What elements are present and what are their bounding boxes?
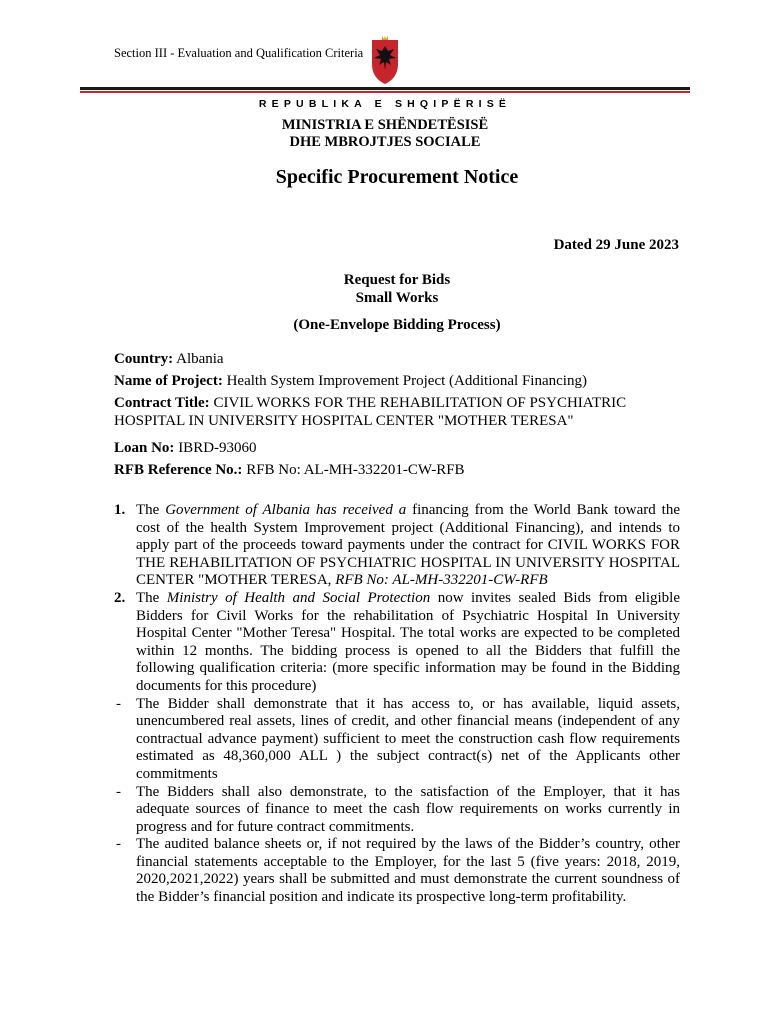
paragraph-number: 1.	[114, 502, 126, 518]
rfb-heading: Request for Bids	[343, 272, 451, 288]
rfb-reference-value: RFB No: AL-MH-332201-CW-RFB	[246, 462, 465, 478]
contract-value: CIVIL WORKS FOR THE REHABILITATION OF PSYCHIATRIC HOSPITAL IN UNIVERSITY HOSPITAL CENTER "MOTHER TERESA"	[114, 395, 627, 429]
albanian-coat-of-arms-icon	[370, 34, 400, 86]
paragraph-2	[114, 590, 680, 696]
bullet-dash: -	[116, 836, 121, 853]
contract-label: Contract Title:	[114, 395, 210, 411]
contract-field	[114, 394, 679, 430]
bullet-text: The audited balance sheets or, if not required by the laws of the Bidder’s country, other financial statements acceptable to the Employer, for the last 5 (five years: 2018, 2019, 2020,2021,2022) years shall be submitted and must demonstrate the current soundness of the Bidder’s financial position and indicate its prospective long-term profitability.	[136, 836, 680, 906]
paragraph-emphasis: RFB No: AL-MH-332201-CW-RFB	[335, 572, 548, 589]
page-title: Specific Procurement Notice	[275, 166, 519, 188]
ministry-heading	[0, 117, 770, 151]
paragraph-text: The	[136, 502, 166, 518]
paragraph-text: financing from the World Bank toward the cost of the health System Improvement project (Additional Financing), and intends to apply part of the proceeds toward payments under the contract for CIVIL WORKS FOR THE REHABILITATION OF PSYCHIATRIC HOSPITAL IN UNIVERSITY HOSPITAL CENTER "MOTHER TERESA,	[136, 502, 680, 589]
process-heading: (One-Envelope Bidding Process)	[293, 317, 501, 333]
paragraph-emphasis: Government of Albania has received a	[165, 502, 407, 518]
paragraph-number: 2.	[114, 589, 126, 606]
project-value: Health System Improvement Project (Additional Financing)	[226, 373, 587, 389]
project-label: Name of Project:	[114, 373, 223, 389]
bullet-text: The Bidder shall demonstrate that it has access to, or has available, liquid assets, unencumbered real assets, lines of credit, and other financial means (independent of any contractual advance payment) sufficient to meet the construction cash flow requirements estimated as 48,360,000 ALL ) the subject contract(s) net of the Applicants other commitments	[136, 695, 680, 782]
paragraph-text: now invites sealed Bids from eligible Bidders for Civil Works for the rehabilitation of Psychiatric Hospital In University Hospital Center "Mother Teresa" Hospital. The total works are expected to be completed within 12 months. The bidding process is opened to all the Bidders that fulfill the following qualification criteria: (more specific information may be found in the Bidding documents for this procedure)	[136, 589, 680, 694]
works-heading: Small Works	[355, 290, 439, 306]
loan-label: Loan No:	[114, 440, 175, 456]
country-field	[114, 350, 679, 368]
running-header: Section III - Evaluation and Qualification Criteria	[114, 46, 364, 60]
notice-date: Dated 29 June 2023	[553, 237, 679, 253]
paragraph-1	[114, 502, 680, 590]
rfb-reference-field	[114, 461, 679, 479]
criteria-bullet-2	[114, 784, 680, 837]
ministry-line-2: DHE MBROJTJES SOCIALE	[289, 134, 481, 150]
paragraph-emphasis: Ministry of Health and Social Protection	[166, 589, 431, 606]
criteria-bullet-3	[114, 836, 680, 906]
country-value: Albania	[176, 351, 224, 367]
republic-heading: REPUBLIKA E SHQIPËRISË	[258, 98, 512, 110]
ministry-line-1: MINISTRIA E SHËNDETËSISË	[281, 117, 489, 133]
bullet-dash: -	[116, 695, 121, 712]
bullet-text: The Bidders shall also demonstrate, to the satisfaction of the Employer, that it has adequate sources of finance to meet the cash flow requirements on works currently in progress and for future contract commitments.	[136, 783, 680, 835]
bullet-dash: -	[116, 783, 121, 800]
header-rule-dark	[80, 87, 690, 90]
paragraph-text: The	[136, 589, 167, 606]
loan-value: IBRD-93060	[178, 440, 257, 456]
notice-body	[114, 502, 680, 907]
header-rule-red	[80, 91, 690, 93]
project-field	[114, 372, 679, 390]
criteria-bullet-1	[114, 696, 680, 784]
rfb-reference-label: RFB Reference No.:	[114, 462, 243, 478]
country-label: Country:	[114, 351, 174, 367]
loan-field	[114, 439, 679, 457]
